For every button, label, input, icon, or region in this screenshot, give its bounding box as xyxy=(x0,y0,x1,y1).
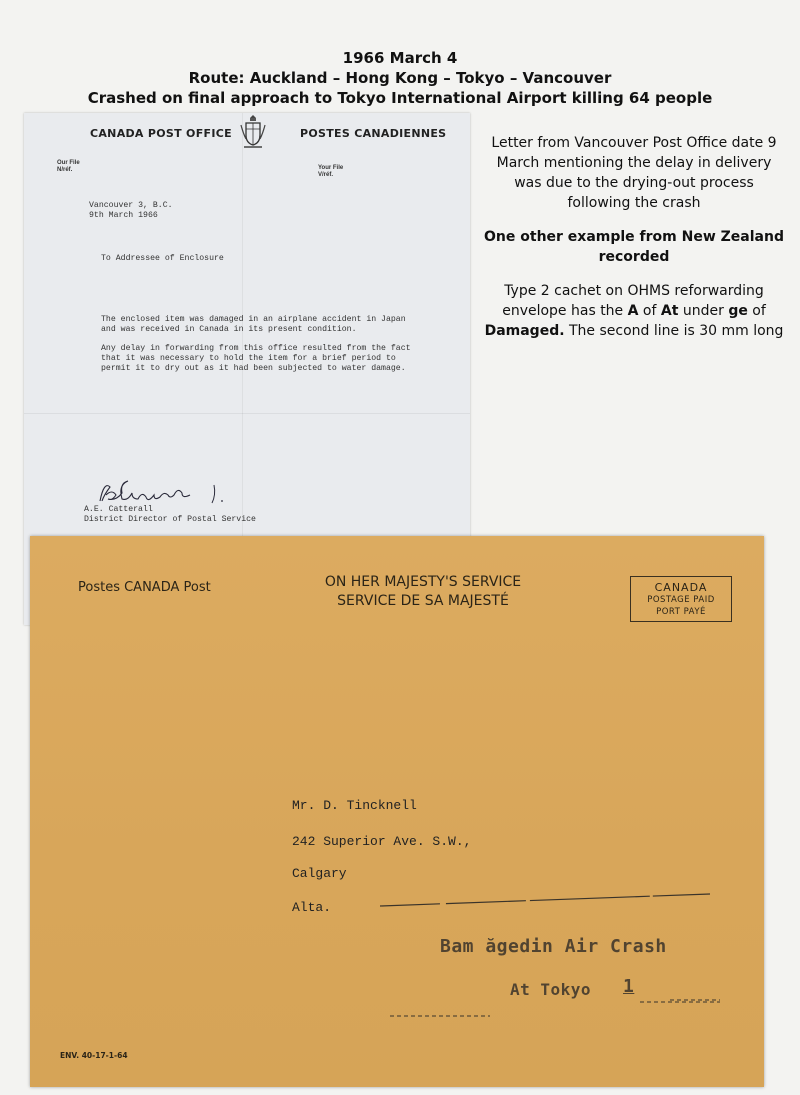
letter-place: Vancouver 3, B.C. xyxy=(89,201,173,210)
envelope-postes-canada: Postes CANADA Post xyxy=(78,580,211,595)
letter-body-line: and was received in Canada in its present condition. xyxy=(101,325,357,334)
our-file-label: Our File N/réf. xyxy=(57,160,80,173)
envelope-ohms-heading: ON HER MAJESTY'S SERVICE SERVICE DE SA MAJESTÉ xyxy=(324,574,522,609)
cachet-mark: 1 xyxy=(623,976,635,997)
letter-body-line: that it was necessary to hold the item for a brief period to xyxy=(101,354,396,363)
your-file-label: Your File V/réf. xyxy=(318,165,344,178)
signer-name: A.E. Catterall xyxy=(84,505,153,514)
header-date: 1966 March 4 xyxy=(342,49,458,67)
letter-body-line: Any delay in forwarding from this office resulted from the fact xyxy=(101,344,411,353)
page-header xyxy=(0,48,800,108)
letter-body-line: The enclosed item was damaged in an airplane accident in Japan xyxy=(101,315,406,324)
note-cachet-description: Type 2 cachet on OHMS reforwarding envelope has the A of At under ge of Damaged. The second line is 30 mm long xyxy=(484,283,784,339)
letter-fold-line xyxy=(24,413,470,414)
header-route: Route: Auckland – Hong Kong – Tokyo – Vancouver xyxy=(188,69,612,87)
letterhead-french: POSTES CANADIENNES xyxy=(300,127,447,140)
address-line: Alta. xyxy=(292,900,332,915)
address-line: Calgary xyxy=(292,866,347,881)
coat-of-arms-icon xyxy=(238,113,268,151)
letter-body-line: permit it to dry out as it had been subjected to water damage. xyxy=(101,364,406,373)
cancel-line-top xyxy=(380,886,710,916)
letter-addressee: To Addressee of Enclosure xyxy=(101,254,224,263)
ohms-envelope xyxy=(30,536,764,1087)
postage-paid-box: CANADA POSTAGE PAID PORT PAYÉ xyxy=(630,576,732,622)
cachet-line-damaged: Bam ăgedin Air Crash xyxy=(440,936,667,957)
letter-date: 9th March 1966 xyxy=(89,211,158,220)
letterhead-english: CANADA POST OFFICE xyxy=(90,127,232,140)
cachet-line-tokyo: At Tokyo xyxy=(510,980,592,999)
cancel-line-bottom xyxy=(390,996,720,1020)
envelope-form-code: ENV. 40-17-1-64 xyxy=(60,1051,128,1060)
address-line: 242 Superior Ave. S.W., xyxy=(292,834,472,849)
signer-title: District Director of Postal Service xyxy=(84,515,256,524)
note-letter-description: Letter from Vancouver Post Office date 9 March mentioning the delay in delivery was due to the drying-out process following the crash xyxy=(491,135,777,211)
note-other-example: One other example from New Zealand recorded xyxy=(484,229,784,265)
address-line: Mr. D. Tincknell xyxy=(292,798,417,813)
header-crash-description: Crashed on final approach to Tokyo International Airport killing 64 people xyxy=(87,89,713,107)
